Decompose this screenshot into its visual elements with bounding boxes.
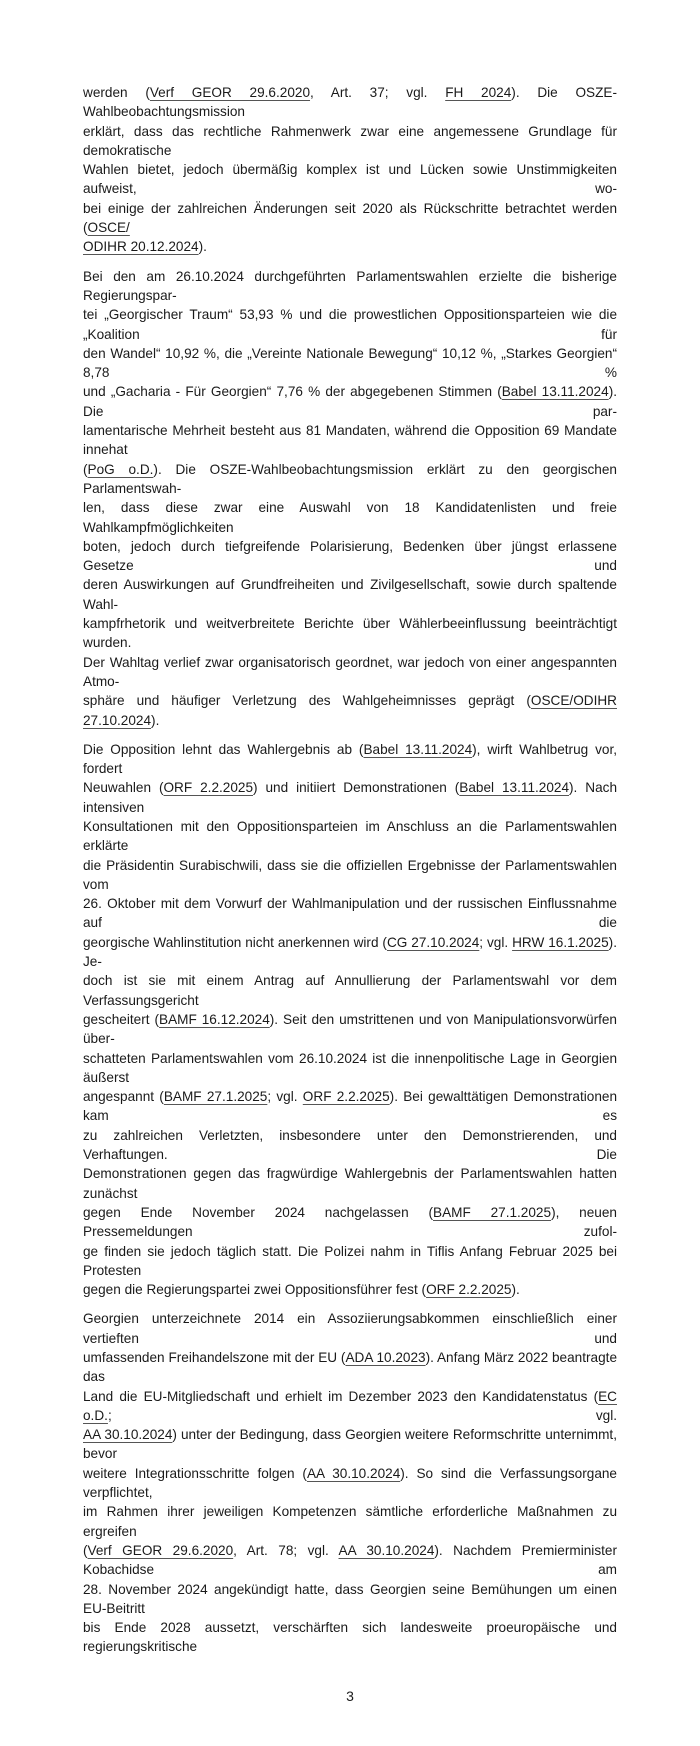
body-text: zu zahlreichen Verletzten, insbesondere unter den Demonstrierenden, und Verhaftungen. Die xyxy=(83,1127,617,1163)
body-text: sphäre und häufiger Verletzung des Wahlgeheimnisses geprägt ( xyxy=(83,693,531,709)
citation-link[interactable]: PoG o.D. xyxy=(87,461,154,477)
text-line xyxy=(83,1387,617,1426)
page-number: 3 xyxy=(346,1687,354,1704)
body-text: lamentarische Mehrheit besteht aus 81 Mandaten, während die Opposition 69 Mandate innehat xyxy=(83,423,617,458)
text-line-content xyxy=(83,1280,617,1299)
citation-link[interactable]: BAMF 27.1.2025 xyxy=(433,1204,552,1220)
text-line xyxy=(83,267,617,306)
text-line xyxy=(83,653,617,692)
text-line xyxy=(83,537,617,576)
body-text: ). xyxy=(198,239,207,255)
body-text: im Rahmen ihrer jeweiligen Kompetenzen sämtliche erforderliche Maßnahmen zu ergreifen xyxy=(83,1504,617,1539)
document-body xyxy=(83,83,617,1657)
text-line-content xyxy=(83,122,617,161)
text-line xyxy=(83,382,617,421)
body-text: bei einige der zahlreichen Änderungen seit 2020 als Rückschritte betrachtet werden ( xyxy=(83,200,617,236)
text-line xyxy=(83,614,617,653)
text-line-content xyxy=(83,1203,617,1242)
body-text: ; vgl. xyxy=(267,1089,303,1105)
body-text: Demonstrationen gegen das fragwürdige Wahlergebnis der Parlamentswahlen hatten zunächst xyxy=(83,1166,617,1201)
body-text: 28. November 2024 angekündigt hatte, dass Georgien seine Bemühungen um einen EU-Beitritt xyxy=(83,1581,617,1616)
citation-link[interactable]: AA 30.10.2024 xyxy=(83,1427,173,1443)
body-text: ). Nach intensiven xyxy=(83,780,617,815)
body-text: len, dass diese zwar eine Auswahl von 18 Kandidatenlisten und freie Wahlkampfmöglichkeiten xyxy=(83,500,617,535)
body-text: werden ( xyxy=(83,85,150,100)
text-line xyxy=(83,817,617,856)
text-line xyxy=(83,691,617,730)
text-line xyxy=(83,575,617,614)
text-line xyxy=(83,460,617,499)
body-text: ), wirft Wahlbetrug vor, fordert xyxy=(83,741,617,777)
text-line-content xyxy=(83,653,617,692)
text-line-content xyxy=(83,1541,617,1580)
text-line-content xyxy=(83,1126,617,1165)
body-text: den Wandel“ 10,92 %, die „Vereinte Nationale Bewegung“ 10,12 %, „Starkes Georgien“ 8,78 % xyxy=(83,345,617,381)
citation-link[interactable]: OSCE/ODIHR 27.10.2024 xyxy=(83,693,617,728)
body-text: deren Auswirkungen auf Grundfreiheiten und Zivilgesellschaft, sowie durch spaltende Wahl- xyxy=(83,577,617,612)
paragraph xyxy=(83,1309,617,1656)
text-line xyxy=(83,344,617,383)
citation-link[interactable]: Verf GEOR 29.6.2020 xyxy=(87,1542,234,1558)
body-text: ). xyxy=(151,712,160,728)
text-line-content xyxy=(83,160,617,199)
body-text: Georgien unterzeichnete 2014 ein Assoziierungsabkommen einschließlich einer vertieften und xyxy=(83,1311,617,1346)
body-text: weitere Integrationsschritte folgen ( xyxy=(83,1465,307,1481)
body-text: ; vgl. xyxy=(107,1407,617,1423)
body-text: ). Je- xyxy=(83,934,617,970)
body-text: ) unter der Bedingung, dass Georgien weitere Reformschritte unternimmt, bevor xyxy=(83,1427,617,1462)
citation-link[interactable]: AA 30.10.2024 xyxy=(338,1542,435,1558)
text-line-content xyxy=(83,1309,617,1348)
text-line xyxy=(83,305,617,344)
text-line-content xyxy=(83,740,617,779)
body-text: Wahlen bietet, jedoch übermäßig komplex ist und Lücken sowie Unstimmigkeiten aufweist, wo- xyxy=(83,162,617,197)
text-line xyxy=(83,1580,617,1619)
text-line-content xyxy=(83,1010,617,1049)
body-text: ). Die OSZE-Wahlbeobachtungsmission erklärt zu den georgischen Parlamentswah- xyxy=(83,461,617,496)
body-text: umfassenden Freihandelszone mit der EU ( xyxy=(83,1350,346,1365)
body-text: erklärt, dass das rechtliche Rahmenwerk zwar eine angemessene Grundlage für demokratische xyxy=(83,123,617,158)
body-text: , Art. 37; vgl. xyxy=(310,85,446,100)
text-line xyxy=(83,1049,617,1088)
text-line xyxy=(83,1203,617,1242)
text-line-content xyxy=(83,778,617,817)
body-text: , Art. 78; vgl. xyxy=(233,1542,339,1558)
body-text: georgische Wahlinstitution nicht anerkennen wird ( xyxy=(83,934,387,950)
body-text: ). Die OSZE-Wahlbeobachtungsmission xyxy=(83,85,618,120)
text-line-content xyxy=(83,691,617,730)
text-line xyxy=(83,1126,617,1165)
body-text: Land die EU-Mitgliedschaft und erhielt im Dezember 2023 den Kandidatenstatus ( xyxy=(83,1388,599,1404)
body-text: ). Anfang März 2022 beantragte das xyxy=(83,1350,617,1385)
text-line-content xyxy=(83,1087,617,1126)
body-text: gegen Ende November 2024 nachgelassen ( xyxy=(83,1204,433,1220)
body-text: Konsultationen mit den Oppositionsparteien im Anschluss an die Parlamentswahlen erklärte xyxy=(83,818,617,854)
text-line-content xyxy=(83,971,617,1010)
text-line-content xyxy=(83,575,617,614)
text-line-content xyxy=(83,1464,617,1503)
text-line-content xyxy=(83,421,617,460)
text-line xyxy=(83,421,617,460)
text-line xyxy=(83,1348,617,1387)
citation-link[interactable]: Babel 13.11.2024 xyxy=(459,780,570,796)
text-line xyxy=(83,1242,617,1281)
body-text: ). Nachdem Premierminister Kobachidse am xyxy=(83,1542,617,1578)
citation-link[interactable]: CG 27.10.2024 xyxy=(386,934,480,950)
text-line-content xyxy=(83,1502,617,1541)
citation-link[interactable]: ODIHR 20.12.2024 xyxy=(83,239,199,255)
body-text: Bei den am 26.10.2024 durchgeführten Parlamentswahlen erzielte die bisherige Regierungspar- xyxy=(83,268,617,303)
body-text: ge finden sie jedoch täglich statt. Die Polizei nahm in Tiflis Anfang Februar 2025 bei Protesten xyxy=(83,1243,617,1278)
body-text: gescheitert ( xyxy=(83,1011,159,1027)
citation-link[interactable]: FH 2024 xyxy=(445,85,512,100)
paragraph xyxy=(83,740,617,1300)
body-text: tei „Georgischer Traum“ 53,93 % und die prowestlichen Oppositionsparteien wie die „Koalition für xyxy=(83,307,617,342)
body-text: doch ist sie mit einem Antrag auf Annullierung der Parlamentswahl vor dem Verfassungsgericht xyxy=(83,973,617,1008)
text-line-content xyxy=(83,1387,617,1426)
body-text: und „Gacharia - Für Georgien“ 7,76 % der abgegebenen Stimmen ( xyxy=(83,384,502,400)
text-line-content xyxy=(83,1425,617,1464)
body-text: boten, jedoch durch tiefgreifende Polarisierung, Bedenken über jüngst erlassene Gesetze und xyxy=(83,538,617,574)
body-text: ). So sind die Verfassungsorgane verpflichtet, xyxy=(83,1465,617,1501)
text-line xyxy=(83,1087,617,1126)
body-text: ). Die par- xyxy=(83,384,617,419)
text-line-content xyxy=(83,1049,617,1088)
citation-link[interactable]: Babel 13.11.2024 xyxy=(501,384,609,400)
text-line-content xyxy=(83,498,617,537)
text-line-content xyxy=(83,1348,617,1387)
text-line xyxy=(83,1010,617,1049)
text-line-content xyxy=(83,199,617,238)
body-text: ; vgl. xyxy=(479,934,513,950)
body-text: ), neuen Pressemeldungen zufol- xyxy=(83,1204,617,1240)
text-line xyxy=(83,237,617,256)
text-line-content xyxy=(83,856,617,895)
citation-link[interactable]: OSCE/ xyxy=(87,220,130,236)
body-text: ). Seit den umstrittenen und von Manipulationsvorwürfen über- xyxy=(83,1011,617,1047)
text-line-content xyxy=(83,933,617,972)
citation-link[interactable]: HRW 16.1.2025 xyxy=(512,934,609,950)
body-text: schatteten Parlamentswahlen vom 26.10.2024 ist die innenpolitische Lage in Georgien äußerst xyxy=(83,1050,617,1085)
body-text: ( xyxy=(83,461,88,477)
text-line xyxy=(83,778,617,817)
text-line-content xyxy=(83,817,617,856)
text-line xyxy=(83,1164,617,1203)
text-line xyxy=(83,740,617,779)
text-line xyxy=(83,856,617,895)
citation-link[interactable]: ADA 10.2023 xyxy=(345,1350,426,1365)
text-line-content xyxy=(83,1618,617,1657)
body-text: kampfrhetorik und weitverbreitete Berichte über Wählerbeeinflussung beeinträchtigt wurden. xyxy=(83,616,617,651)
citation-link[interactable]: Babel 13.11.2024 xyxy=(363,741,473,757)
text-line-content xyxy=(83,1580,617,1619)
text-line xyxy=(83,1309,617,1348)
body-text: ). Bei gewalttätigen Demonstrationen kam es xyxy=(83,1089,618,1124)
text-line xyxy=(83,1502,617,1541)
text-line-content xyxy=(83,614,617,653)
text-line-content xyxy=(83,237,617,256)
citation-link[interactable]: EC o.D. xyxy=(83,1388,617,1423)
text-line xyxy=(83,894,617,933)
body-text: die Präsidentin Surabischwili, dass sie die offiziellen Ergebnisse der Parlamentswahlen vom xyxy=(83,857,617,892)
text-line-content xyxy=(83,1242,617,1281)
body-text: ) und initiiert Demonstrationen ( xyxy=(253,780,460,796)
text-line xyxy=(83,1541,617,1580)
text-line xyxy=(83,1280,617,1299)
citation-link[interactable]: ORF 2.2.2025 xyxy=(302,1089,390,1105)
text-line-content xyxy=(83,382,617,421)
citation-link[interactable]: Verf GEOR 29.6.2020 xyxy=(149,85,311,100)
text-line-content xyxy=(83,537,617,576)
body-text: ). xyxy=(511,1282,520,1298)
text-line-content xyxy=(83,344,617,383)
body-text: ( xyxy=(83,1542,88,1558)
text-line-content xyxy=(83,894,617,933)
body-text: bis Ende 2028 aussetzt, verschärften sich landesweite proeuropäische und regierungskritische xyxy=(83,1620,617,1655)
text-line-content xyxy=(83,305,617,344)
text-line xyxy=(83,971,617,1010)
text-line xyxy=(83,199,617,238)
text-line xyxy=(83,498,617,537)
body-text: Der Wahltag verlief zwar organisatorisch geordnet, war jedoch von einer angespannten Atmo- xyxy=(83,654,617,689)
text-line-content xyxy=(83,1164,617,1203)
body-text: Die Opposition lehnt das Wahlergebnis ab ( xyxy=(83,741,364,757)
paragraph xyxy=(83,267,617,730)
citation-link[interactable]: BAMF 27.1.2025 xyxy=(163,1089,268,1105)
citation-link[interactable]: BAMF 16.12.2024 xyxy=(159,1011,270,1027)
text-line xyxy=(83,160,617,199)
body-text: Neuwahlen ( xyxy=(83,780,164,796)
citation-link[interactable]: AA 30.10.2024 xyxy=(306,1465,401,1481)
citation-link[interactable]: ORF 2.2.2025 xyxy=(163,780,254,796)
text-line xyxy=(83,1618,617,1657)
text-line xyxy=(83,1464,617,1503)
text-line xyxy=(83,1425,617,1464)
text-line xyxy=(83,83,617,122)
body-text: angespannt ( xyxy=(83,1089,164,1105)
text-line-content xyxy=(83,83,617,122)
text-line-content xyxy=(83,267,617,306)
text-line-content xyxy=(83,460,617,499)
body-text: 26. Oktober mit dem Vorwurf der Wahlmanipulation und der russischen Einflussnahme auf die xyxy=(83,896,617,931)
body-text: gegen die Regierungspartei zwei Oppositionsführer fest ( xyxy=(83,1282,427,1298)
citation-link[interactable]: ORF 2.2.2025 xyxy=(426,1282,512,1298)
paragraph xyxy=(83,83,617,257)
text-line xyxy=(83,933,617,972)
text-line xyxy=(83,122,617,161)
